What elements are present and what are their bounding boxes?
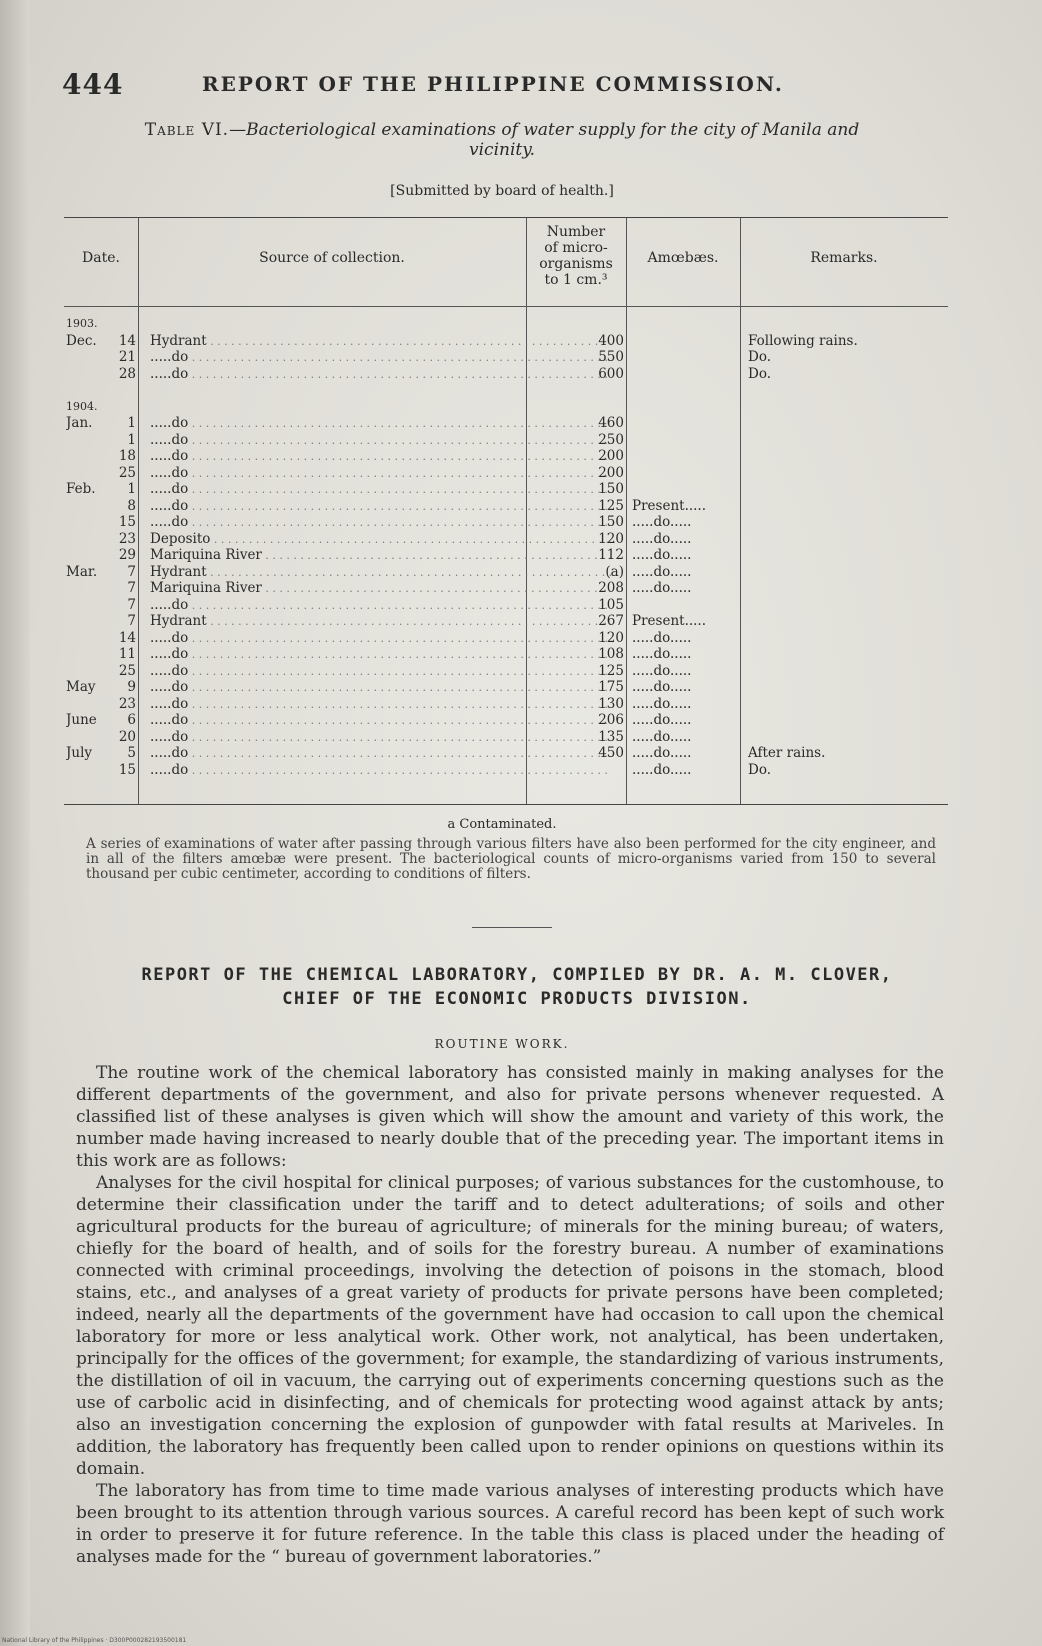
table-row bbox=[64, 448, 948, 464]
count-cell: 150 bbox=[598, 481, 624, 497]
source-cell: .....do . . . bbox=[150, 762, 615, 779]
count-cell: (a) bbox=[605, 563, 624, 580]
date-month: July bbox=[66, 745, 93, 761]
count-cell: 267 bbox=[598, 613, 624, 629]
count-cell: 400 bbox=[598, 332, 624, 349]
count-cell: 125 bbox=[598, 497, 624, 514]
table-row bbox=[64, 399, 948, 415]
date-day: 7 bbox=[127, 580, 136, 596]
amoebae-cell: .....do..... bbox=[632, 646, 692, 662]
source-cell: Deposito . . . bbox=[150, 531, 615, 548]
count-cell: 150 bbox=[598, 514, 624, 530]
source-cell: .....do . . . bbox=[150, 349, 615, 366]
source-cell: .....do . . . bbox=[150, 465, 615, 482]
submitted-note: [Submitted by board of health.] bbox=[390, 183, 614, 199]
date-day: 20 bbox=[118, 728, 136, 745]
date-day: 11 bbox=[118, 646, 136, 662]
table-row bbox=[64, 630, 948, 646]
table-row bbox=[64, 498, 948, 514]
date-month: 1903. bbox=[66, 317, 98, 330]
count-cell: 125 bbox=[598, 662, 624, 679]
count-cell: 250 bbox=[598, 431, 624, 448]
date-month: Feb. bbox=[66, 481, 96, 497]
source-cell: .....do . . . bbox=[150, 498, 615, 515]
date-day: 21 bbox=[118, 349, 136, 365]
date-month: 1904. bbox=[66, 399, 98, 413]
amoebae-cell: .....do..... bbox=[632, 695, 692, 712]
date-month: Dec. bbox=[66, 332, 97, 349]
source-cell: .....do . . . bbox=[150, 729, 615, 746]
date-day: 23 bbox=[118, 695, 136, 712]
count-cell: 105 bbox=[598, 596, 624, 613]
table-label: Table VI. bbox=[144, 120, 230, 140]
amoebae-cell: .....do..... bbox=[632, 679, 692, 695]
amoebae-cell: .....do..... bbox=[632, 514, 692, 530]
header-source: Source of collection. bbox=[259, 250, 405, 266]
source-cell: .....do . . . bbox=[150, 745, 615, 762]
source-cell: .....do . . . bbox=[150, 514, 615, 531]
date-month: May bbox=[66, 679, 96, 695]
count-cell: 460 bbox=[598, 415, 624, 431]
count-cell: 200 bbox=[598, 464, 624, 481]
header-number-line: organisms bbox=[539, 256, 613, 272]
date-day: 6 bbox=[127, 712, 136, 728]
count-cell: 120 bbox=[598, 629, 624, 646]
amoebae-cell: .....do..... bbox=[632, 530, 692, 547]
amoebae-cell: .....do..... bbox=[632, 728, 692, 745]
date-day: 7 bbox=[127, 613, 136, 629]
remarks-cell: After rains. bbox=[748, 745, 826, 761]
scan-credit: National Library of the Philippines · D300P000282193500181 bbox=[2, 1637, 187, 1644]
source-cell: .....do . . . bbox=[150, 597, 615, 614]
header-number-line: Number bbox=[546, 224, 606, 240]
remarks-cell: Do. bbox=[748, 365, 772, 382]
table-row bbox=[64, 514, 948, 530]
table-row bbox=[64, 382, 948, 398]
paragraph: The routine work of the chemical laboratory has consisted mainly in making analyses for the different departments of the government, and also for private persons whenever requested. A classified list of these analyses is given which will show the amount and variety of this work, the number made having increased to nearly double that of the preceding year. The important items in this work are as follows: bbox=[76, 1063, 944, 1171]
source-cell: Mariquina River . . . bbox=[150, 580, 615, 597]
count-cell: 200 bbox=[598, 448, 624, 464]
header-number bbox=[526, 224, 626, 288]
date-day: 1 bbox=[127, 415, 136, 431]
date-day: 7 bbox=[127, 563, 136, 580]
amoebae-cell: .....do..... bbox=[632, 580, 692, 596]
table-title-line2: vicinity. bbox=[469, 140, 535, 160]
count-cell: 550 bbox=[598, 349, 624, 365]
amoebae-cell: .....do..... bbox=[632, 761, 692, 778]
count-cell: 108 bbox=[598, 646, 624, 662]
table-row bbox=[64, 366, 948, 382]
amoebae-cell: Present..... bbox=[632, 497, 707, 514]
paragraph: Analyses for the civil hospital for clinical purposes; of various substances for the customhouse, to determine their classification under the tariff and to detect adulterations; of soils and other agricultural products for the bureau of agriculture; of minerals for the mining bureau; of waters, chiefly for the board of health, and of soils for the forestry bureau. A number of examinations connected with criminal proceedings, involving the detection of poisons in the stomach, blood stains, etc., and analyses of a great variety of products for private persons have been completed; indeed, nearly all the departments of the government have had occasion to call upon the chemical laboratory for more or less analytical work. Other work, not analytical, has been undertaken, principally for the offices of the government; for example, the standardizing of various instruments, the distillation of oil in vacuum, the carrying out of experiments concerning questions such as the use of carbolic acid in disinfecting, and of chemicals for protecting wood against attack by ants; also an investigation concerning the explosion of gunpowder with fatal results at Mariveles. In addition, the laboratory has frequently been called upon to render opinions on questions within its domain. bbox=[76, 1173, 944, 1479]
table-row bbox=[64, 333, 948, 349]
count-cell: 175 bbox=[598, 679, 624, 695]
date-day: 1 bbox=[127, 481, 136, 497]
table-row bbox=[64, 564, 948, 580]
source-cell: .....do . . . bbox=[150, 630, 615, 647]
table-row bbox=[64, 580, 948, 596]
source-cell: Hydrant . . . bbox=[150, 564, 615, 581]
date-month: Mar. bbox=[66, 563, 98, 580]
header-rule bbox=[64, 306, 948, 307]
count-cell: 120 bbox=[598, 530, 624, 547]
table-row bbox=[64, 465, 948, 481]
source-cell: .....do . . . bbox=[150, 646, 615, 663]
source-cell: .....do . . . bbox=[150, 696, 615, 713]
date-month: June bbox=[66, 712, 97, 728]
report-heading bbox=[82, 963, 952, 1011]
date-day: 7 bbox=[127, 596, 136, 613]
source-cell: .....do . . . bbox=[150, 448, 615, 465]
date-day: 25 bbox=[118, 464, 136, 481]
routine-heading: ROUTINE WORK. bbox=[434, 1037, 570, 1051]
table-row bbox=[64, 762, 948, 778]
table-row bbox=[64, 316, 948, 332]
header-number-line: to 1 cm.³ bbox=[544, 272, 608, 288]
amoebae-cell: .....do..... bbox=[632, 547, 692, 563]
amoebae-cell: .....do..... bbox=[632, 712, 692, 728]
date-day: 8 bbox=[127, 497, 136, 514]
date-day: 15 bbox=[118, 761, 136, 778]
date-day: 5 bbox=[127, 745, 136, 761]
source-cell: Mariquina River . . . bbox=[150, 547, 615, 564]
table-row bbox=[64, 613, 948, 629]
source-cell: Hydrant . . . bbox=[150, 333, 615, 350]
table-caption bbox=[62, 120, 942, 160]
body-text bbox=[76, 1062, 944, 1568]
count-cell: 206 bbox=[598, 712, 624, 728]
table-row bbox=[64, 729, 948, 745]
header-date: Date. bbox=[82, 250, 120, 266]
date-day: 15 bbox=[118, 514, 136, 530]
count-cell: 112 bbox=[598, 547, 624, 563]
count-cell: 208 bbox=[598, 580, 624, 596]
source-cell: .....do . . . bbox=[150, 366, 615, 383]
remarks-cell: Following rains. bbox=[748, 332, 858, 349]
remarks-cell: Do. bbox=[748, 761, 772, 778]
running-title: REPORT OF THE PHILIPPINE COMMISSION. bbox=[202, 72, 784, 96]
source-cell: .....do . . . bbox=[150, 679, 615, 696]
page-number: 444 bbox=[62, 68, 124, 101]
header-number-line: of micro- bbox=[544, 240, 608, 256]
paragraph: The laboratory has from time to time made various analyses of interesting products which have been brought to its attention through various sources. A careful record has been kept of such work in order to preserve it for future reference. In the table this class is placed under the heading of analyses made for the “ bureau of government laboratories.” bbox=[76, 1481, 944, 1567]
date-day: 14 bbox=[118, 332, 136, 349]
table-row bbox=[64, 432, 948, 448]
page-header bbox=[62, 68, 962, 108]
amoebae-cell: .....do..... bbox=[632, 563, 692, 580]
date-month: Jan. bbox=[66, 415, 93, 431]
date-day: 23 bbox=[118, 530, 136, 547]
date-day: 14 bbox=[118, 629, 136, 646]
binding-shadow bbox=[0, 0, 30, 1646]
filter-note: A series of examinations of water after passing through various filters have also been performed for the city engineer, and in all of the filters amœbæ were present. The bacteriological counts of micro-organisms varied from 150 to several thousand per cubic centimeter, according to conditions of filters. bbox=[86, 836, 936, 882]
count-cell: 600 bbox=[598, 365, 624, 382]
table-row bbox=[64, 712, 948, 728]
header-amoebae: Amœbæs. bbox=[647, 250, 719, 266]
count-cell: 450 bbox=[598, 745, 624, 761]
table-row bbox=[64, 531, 948, 547]
amoebae-cell: .....do..... bbox=[632, 745, 692, 761]
section-rule bbox=[472, 927, 552, 928]
date-day: 9 bbox=[127, 679, 136, 695]
count-cell: 130 bbox=[598, 695, 624, 712]
count-cell: 135 bbox=[598, 728, 624, 745]
source-cell: .....do . . . bbox=[150, 432, 615, 449]
date-day: 28 bbox=[118, 365, 136, 382]
source-cell: .....do . . . bbox=[150, 481, 615, 498]
amoebae-cell: Present..... bbox=[632, 613, 707, 629]
report-heading-line1: REPORT OF THE CHEMICAL LABORATORY, COMPILED BY DR. A. M. CLOVER, bbox=[141, 965, 893, 985]
table-row bbox=[64, 349, 948, 365]
date-day: 18 bbox=[118, 448, 136, 464]
table-row bbox=[64, 597, 948, 613]
table-row bbox=[64, 696, 948, 712]
source-cell: Hydrant . . . bbox=[150, 613, 615, 630]
table-row bbox=[64, 646, 948, 662]
source-cell: .....do . . . bbox=[150, 663, 615, 680]
table-row bbox=[64, 663, 948, 679]
remarks-cell: Do. bbox=[748, 349, 772, 365]
bacteriological-table bbox=[64, 217, 948, 805]
source-cell: .....do . . . bbox=[150, 712, 615, 729]
amoebae-cell: .....do..... bbox=[632, 629, 692, 646]
table-row bbox=[64, 745, 948, 761]
amoebae-cell: .....do..... bbox=[632, 662, 692, 679]
table-row bbox=[64, 547, 948, 563]
header-remarks: Remarks. bbox=[810, 250, 878, 266]
source-cell: .....do . . . bbox=[150, 415, 615, 432]
footnote: a Contaminated. bbox=[447, 817, 557, 832]
table-row bbox=[64, 415, 948, 431]
date-day: 25 bbox=[118, 662, 136, 679]
table-row bbox=[64, 679, 948, 695]
table-row bbox=[64, 481, 948, 497]
table-title-line1: —Bacteriological examinations of water supply for the city of Manila and bbox=[229, 120, 860, 140]
report-heading-line2: CHIEF OF THE ECONOMIC PRODUCTS DIVISION. bbox=[282, 989, 752, 1009]
date-day: 29 bbox=[118, 547, 136, 563]
date-day: 1 bbox=[127, 431, 136, 448]
